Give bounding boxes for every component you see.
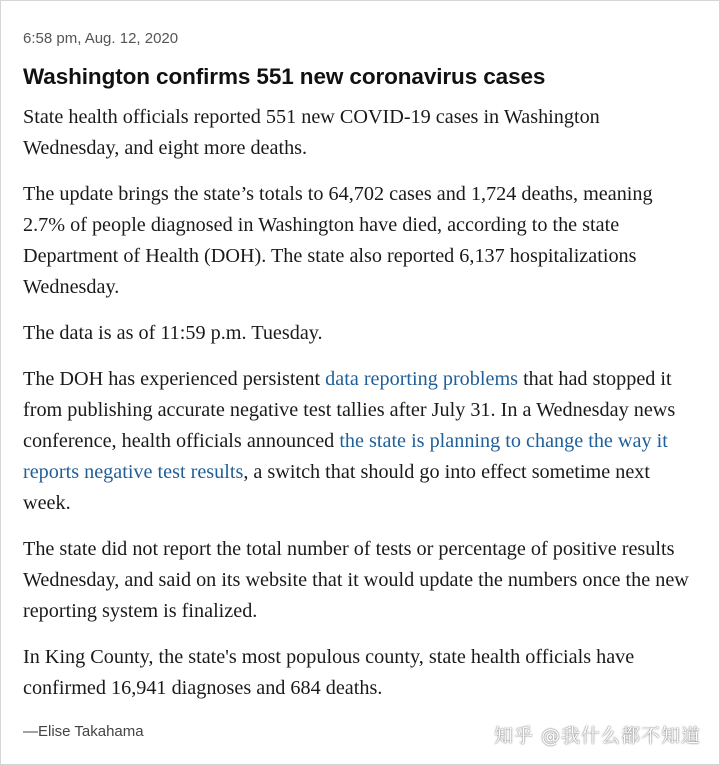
paragraph-king-county: In King County, the state's most populous county, state health officials have confirmed 16,941 diagnoses and 684 deaths. <box>23 646 635 699</box>
paragraph-text: that had stopped it from publishing accurate negative test tallies after July 31. In a Wednesday news conference, health officials announced <box>23 368 676 452</box>
paragraph-state-totals: The update brings the state’s totals to 64,702 cases and 1,724 deaths, meaning 2.7% of people diagnosed in Washington have died, according to the state Department of Health (DOH). The state also reported 6,137 hospitalizations Wednesday. <box>23 183 653 298</box>
paragraph-text: , a switch that should go into effect sometime next week. <box>23 461 650 514</box>
paragraph-reporting-problems <box>23 364 699 519</box>
paragraph-data-timing: The data is as of 11:59 p.m. Tuesday. <box>23 322 323 344</box>
link-data-reporting-problems[interactable]: data reporting problems <box>325 368 519 390</box>
article-body <box>23 29 699 742</box>
paragraph-new-cases: State health officials reported 551 new COVID-19 cases in Washington Wednesday, and eight more deaths. <box>23 106 600 159</box>
post-byline: —Elise Takahama <box>23 723 144 740</box>
paragraph-text: The DOH has experienced persistent <box>23 368 326 390</box>
link-negative-test-results[interactable]: the state is planning to change the way it reports negative test results <box>23 430 668 483</box>
post-timestamp: 6:58 pm, Aug. 12, 2020 <box>23 30 179 47</box>
post-headline: Washington confirms 551 new coronavirus cases <box>23 64 546 89</box>
zhihu-watermark: 知乎 @我什么都不知道 <box>493 725 701 747</box>
paragraph-tests-not-reported: The state did not report the total number of tests or percentage of positive results Wednesday, and said on its website that it would update the numbers once the new reporting system is finalized. <box>23 538 689 622</box>
